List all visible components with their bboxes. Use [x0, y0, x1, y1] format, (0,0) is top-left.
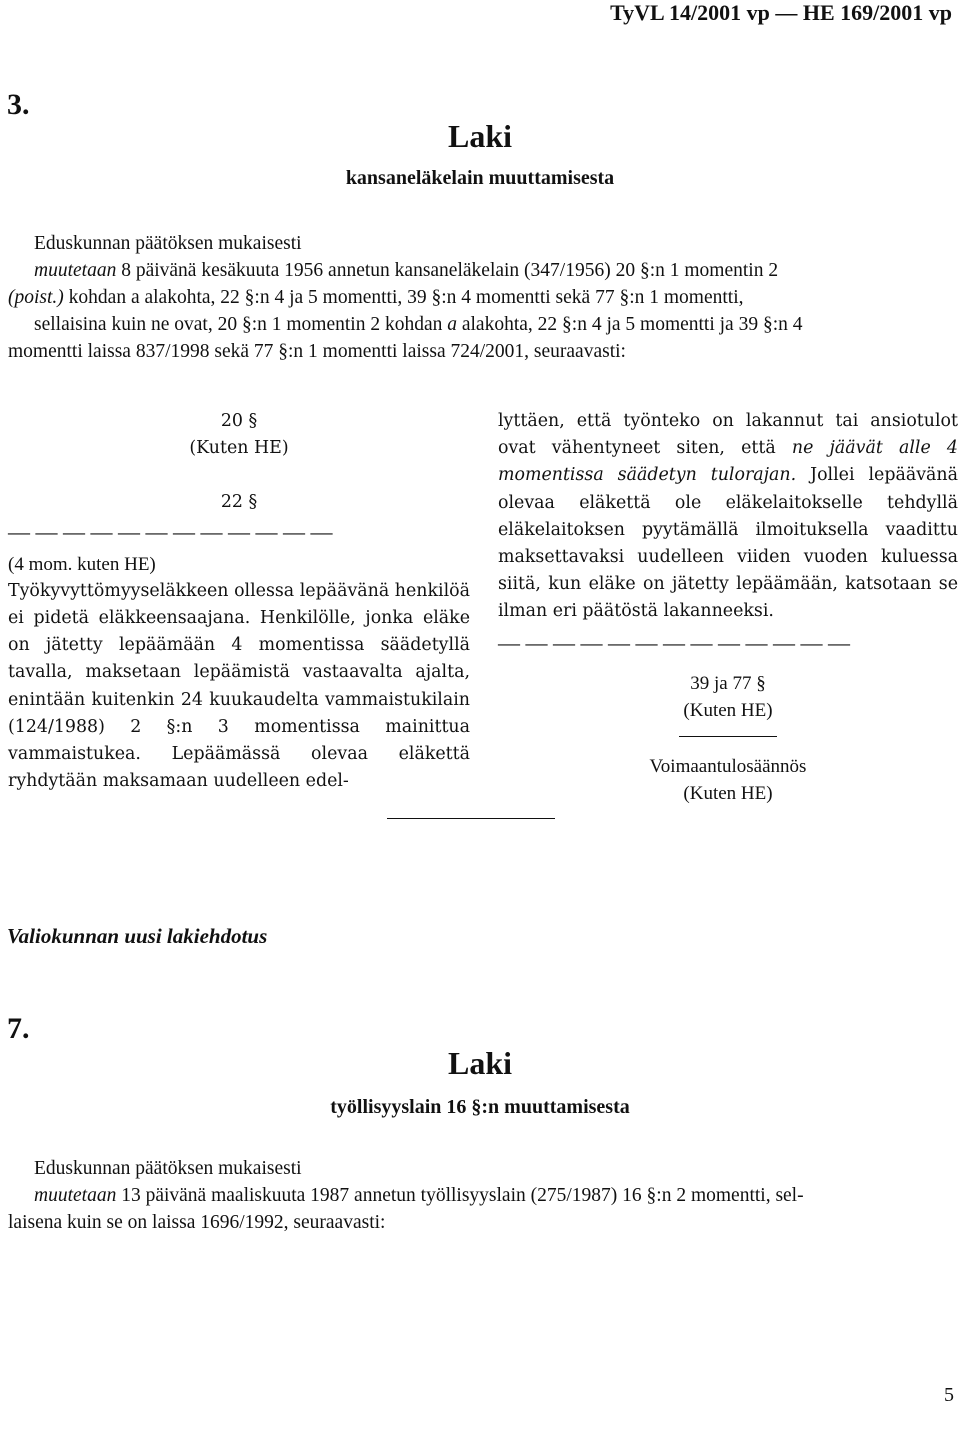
preamble-line-3	[8, 311, 958, 338]
section-separator-rule	[387, 818, 555, 819]
section-heading: Valiokunnan uusi lakiehdotus	[7, 924, 268, 948]
preamble-line-4: momentti laissa 837/1998 sekä 77 §:n 1 momentti laissa 724/2001, seuraavasti:	[8, 341, 626, 362]
section-number-7: 7.	[7, 1012, 30, 1045]
preamble-verb: muutetaan	[34, 260, 117, 281]
omission-dashes: — — — — — — — — — — — — —	[498, 629, 850, 655]
section-number-3: 3.	[7, 88, 30, 121]
kuten-he-note: (Kuten HE)	[683, 783, 773, 805]
preamble-intro: Eduskunnan päätöksen mukaisesti	[34, 233, 302, 254]
voimaantulo-heading: Voimaantulosäännös	[649, 756, 807, 778]
preamble-text-3a: sellaisina kuin ne ovat, 20 §:n 1 momentin 2 kohdan	[34, 314, 448, 335]
continuation-paragraph	[498, 408, 958, 626]
left-column	[8, 408, 470, 795]
law-subtitle: työllisyyslain 16 §:n muuttamisesta	[330, 1096, 630, 1118]
paragraph-italic-text: ne jäävät alle 4 momentissa säädetyn tulorajan.	[498, 438, 958, 486]
section-22-heading: 22 §	[220, 492, 258, 513]
preamble-line-1	[8, 257, 958, 284]
preamble	[8, 1155, 958, 1236]
section-39-77-heading: 39 ja 77 §	[690, 672, 766, 694]
paragraph-rest-text: Jollei lepäävänä olevaa eläkettä ole eläkelaitokselle tehdyllä eläkelaitoksen pyytämällä ilmoituksella vaadittu maksettavaksi uudelleen viiden vuoden kuluessa siitä, kun eläke on jätetty lepäämään, katsotaan se ilman eri päätöstä lakanneeksi.	[498, 465, 958, 622]
kuten-he-note: (Kuten HE)	[683, 699, 773, 721]
document-header: TyVL 14/2001 vp — HE 169/2001 vp	[610, 0, 952, 25]
law-title: Laki	[447, 118, 513, 154]
preamble-line-2	[8, 284, 958, 311]
preamble	[8, 230, 958, 365]
page-number: 5	[944, 1384, 954, 1406]
paragraph-text: lyttäen, että työnteko on lakannut tai ansiotulot ovat vähentyneet siten, että	[498, 411, 958, 459]
preamble-intro: Eduskunnan päätöksen mukaisesti	[34, 1158, 302, 1179]
moment-reference: (4 mom. kuten HE)	[8, 553, 156, 575]
right-column	[498, 408, 958, 807]
preamble-verb: muutetaan	[34, 1185, 117, 1206]
preamble-text-1: 13 päivänä maaliskuuta 1987 annetun työllisyyslain (275/1987) 16 §:n 2 momentti, sel-	[116, 1185, 804, 1206]
section-20-heading: 20 §	[220, 411, 258, 431]
preamble-text-1: 8 päivänä kesäkuuta 1956 annetun kansaneläkelain (347/1956) 20 §:n 1 momentin 2	[116, 260, 779, 281]
preamble-line-1	[8, 1182, 958, 1209]
kuten-he-note: (Kuten HE)	[189, 438, 289, 459]
omission-dashes: — — — — — — — — — — — —	[8, 518, 333, 544]
law-subtitle: kansaneläkelain muuttamisesta	[345, 167, 615, 189]
short-rule	[679, 736, 777, 737]
section-22-paragraph: Työkyvyttömyyseläkkeen ollessa lepäävänä henkilöä ei pidetä eläkkeensaajana. Henkilölle, jonka eläke on jätetty lepäämään 4 momentissa säädetyllä tavalla, maksetaan lepäämistä vastaavalta ajalta, enintään kuitenkin 24 kuukaudelta vammaistukilain (124/1988) 2 §:n 3 momentissa mainittua vammaistukea. Lepäämässä olevaa eläkettä ryhdytään maksamaan uudelleen edel-	[8, 580, 470, 792]
preamble-poist: (poist.)	[8, 287, 64, 308]
preamble-text-2: kohdan a alakohta, 22 §:n 4 ja 5 momentti, 39 §:n 4 momentti sekä 77 §:n 1 momentti,	[63, 287, 744, 308]
preamble-text-3-a: a	[447, 314, 457, 335]
preamble-text-3b: alakohta, 22 §:n 4 ja 5 momentti ja 39 §:n 4	[456, 314, 803, 335]
preamble-line-2: laisena kuin se on laissa 1696/1992, seuraavasti:	[8, 1212, 386, 1233]
law-title: Laki	[447, 1045, 513, 1081]
